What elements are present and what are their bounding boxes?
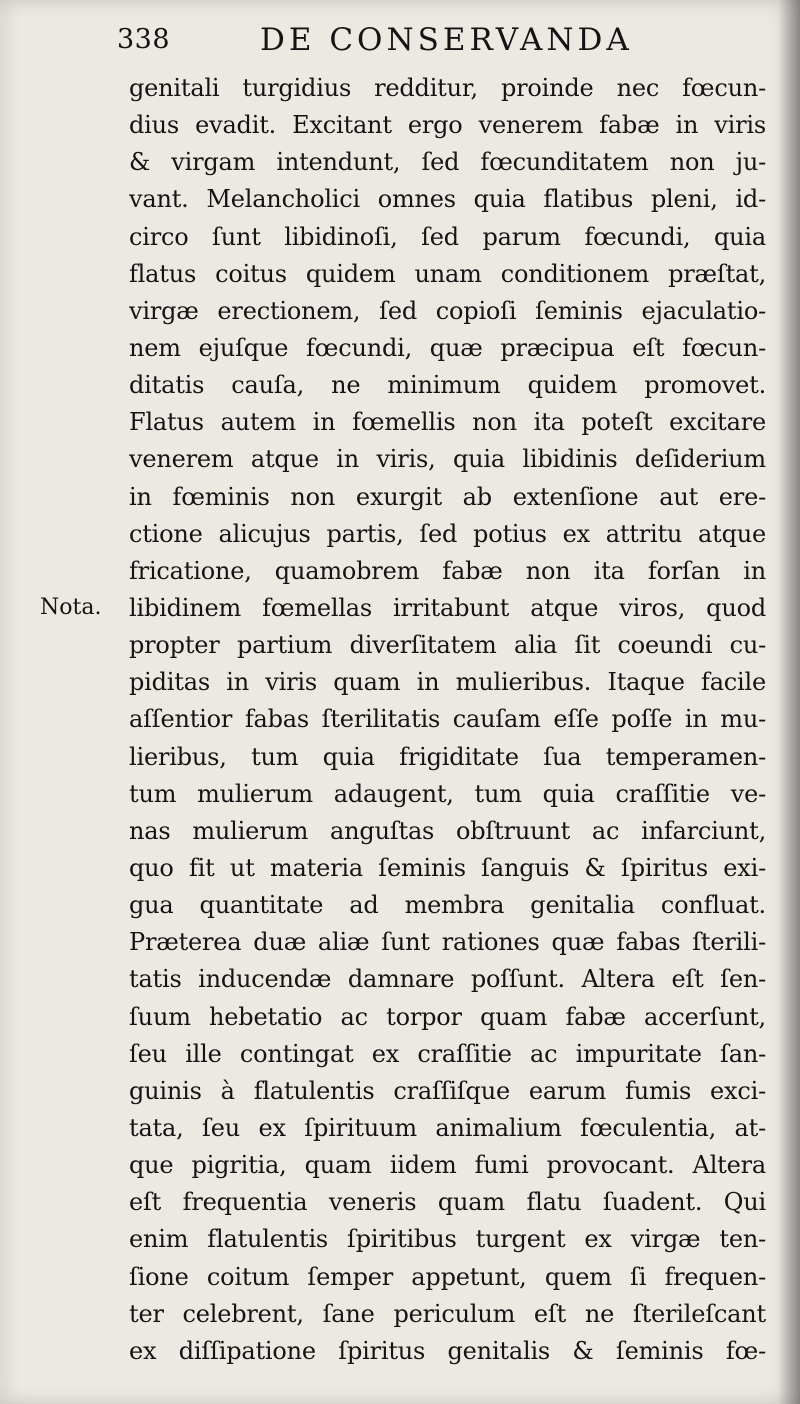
text-line: venerem atque in viris, quia libidinis deſiderium (129, 445, 766, 474)
text-line: Præterea duæ aliæ ſunt rationes quæ fabas ſterili- (129, 928, 766, 957)
text-line: ter celebrent, ſane periculum eſt ne ſterileſcant (129, 1299, 766, 1328)
text-line: fricatione, quamobrem fabæ non ita forſan in (129, 556, 766, 585)
text-line: tatis inducendæ damnare poſſunt. Altera eſt ſen- (129, 965, 766, 994)
text-line: guinis à flatulentis craſſiſque earum fumis exci- (129, 1076, 766, 1105)
marginal-note: Nota. (40, 595, 102, 620)
text-line: aſſentior fabas ſterilitatis cauſam eſſe poſſe in mu- (129, 705, 766, 734)
running-head (117, 22, 677, 62)
body-text (129, 70, 766, 1370)
text-line: in fœminis non exurgit ab extenſione aut ere- (129, 482, 766, 511)
page-number: 338 (117, 24, 171, 55)
text-line: propter partium diverſitatem alia ſit coeundi cu- (129, 631, 766, 660)
text-line: tum mulierum adaugent, tum quia craſſitie ve- (129, 779, 766, 808)
text-line: piditas in viris quam in mulieribus. Itaque facile (129, 668, 766, 697)
text-line: ſione coitum ſemper appetunt, quem ſi frequen- (129, 1262, 766, 1291)
text-line: ex diſſipatione ſpiritus genitalis & ſeminis fœ- (129, 1336, 766, 1365)
text-line: nas mulierum anguſtas obſtruunt ac infarciunt, (129, 816, 766, 845)
running-title: DE CONSERVANDA (260, 22, 633, 58)
text-line: eſt frequentia veneris quam flatu ſuadent. Qui (129, 1188, 766, 1217)
text-line: tata, ſeu ex ſpirituum animalium fœculentia, at- (129, 1113, 766, 1142)
text-line: ſuum hebetatio ac torpor quam fabæ accerſunt, (129, 1002, 766, 1031)
text-line: libidinem fœmellas irritabunt atque viros, quod (129, 593, 766, 622)
text-line: flatus coitus quidem unam conditionem præſtat, (129, 259, 766, 288)
text-line: dius evadit. Excitant ergo venerem fabæ in viris (129, 111, 766, 140)
page-gutter-shadow (778, 0, 800, 1404)
text-line: gua quantitate ad membra genitalia confluat. (129, 891, 766, 920)
text-line: ctione alicujus partis, ſed potius ex attritu atque (129, 519, 766, 548)
text-line: quo fit ut materia ſeminis ſanguis & ſpiritus exi- (129, 853, 766, 882)
text-line: nem ejuſque fœcundi, quæ præcipua eſt fœcun- (129, 333, 766, 362)
text-line: virgæ erectionem, ſed copioſi ſeminis ejaculatio- (129, 296, 766, 325)
text-line: circo ſunt libidinoſi, ſed parum fœcundi, quia (129, 222, 766, 251)
text-line: Flatus autem in fœmellis non ita poteſt excitare (129, 408, 766, 437)
text-line: vant. Melancholici omnes quia flatibus pleni, id- (129, 185, 766, 214)
text-line: lieribus, tum quia frigiditate ſua temperamen- (129, 742, 766, 771)
text-line: genitali turgidius redditur, proinde nec fœcun- (129, 74, 766, 102)
text-line: enim flatulentis ſpiritibus turgent ex virgæ ten- (129, 1225, 766, 1254)
text-line: que pigritia, quam iidem fumi provocant. Altera (129, 1151, 766, 1180)
text-line: ſeu ille contingat ex craſſitie ac impuritate ſan- (129, 1039, 766, 1068)
text-line: ditatis cauſa, ne minimum quidem promovet. (129, 371, 766, 400)
text-line: & virgam intendunt, ſed fœcunditatem non ju- (129, 148, 766, 177)
